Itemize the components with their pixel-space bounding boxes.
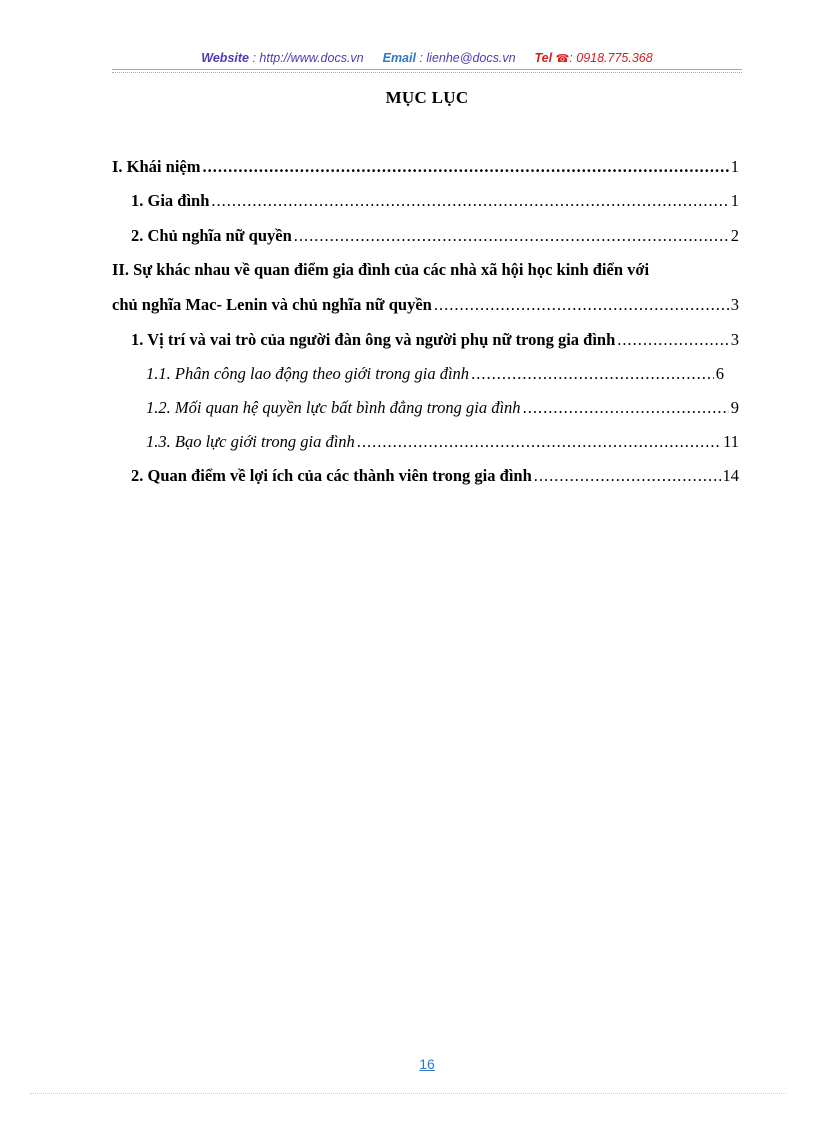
toc-entry-text: 1. Vị trí và vai trò của người đàn ông và người phụ nữ trong gia đình bbox=[131, 330, 616, 349]
toc-page-number: 1 bbox=[730, 157, 739, 176]
footer-divider bbox=[30, 1093, 786, 1094]
page-number-link[interactable]: 16 bbox=[419, 1056, 435, 1072]
toc-entry[interactable] bbox=[131, 466, 739, 488]
page-title: MỤC LỤC bbox=[385, 88, 469, 107]
header-divider-dotted bbox=[112, 72, 742, 73]
toc-leader bbox=[534, 466, 721, 486]
toc-entry[interactable] bbox=[131, 226, 739, 248]
toc-leader bbox=[357, 432, 721, 452]
tel-label: Tel bbox=[534, 51, 553, 65]
page-number[interactable] bbox=[112, 1056, 742, 1072]
toc-leader bbox=[471, 364, 714, 384]
toc-page-number: 9 bbox=[730, 398, 739, 417]
toc-entry-text: 1.1. Phân công lao động theo giới trong gia đình bbox=[146, 364, 470, 383]
toc-entry[interactable] bbox=[112, 157, 739, 179]
toc-entry[interactable] bbox=[112, 295, 739, 317]
toc-leader bbox=[202, 157, 728, 177]
toc-entry-text: 1.2. Mối quan hệ quyền lực bất bình đẳng trong gia đình bbox=[146, 398, 521, 417]
toc-entry-text: 1.3. Bạo lực giới trong gia đình bbox=[146, 432, 355, 451]
toc-entry-text: 1. Gia đình bbox=[131, 191, 210, 210]
toc-entry[interactable] bbox=[131, 191, 739, 213]
toc-page-number: 2 bbox=[730, 226, 739, 245]
toc-leader bbox=[211, 191, 728, 211]
phone-icon: ☎ bbox=[555, 53, 570, 65]
toc-entry-heading[interactable]: II. Sự khác nhau về quan điểm gia đình của các nhà xã hội học kinh điển với bbox=[112, 260, 650, 279]
toc-page-number: 3 bbox=[730, 295, 739, 314]
header-divider bbox=[112, 69, 742, 70]
toc-leader bbox=[617, 330, 728, 350]
toc-entry[interactable] bbox=[146, 398, 739, 420]
toc-entry-text: chủ nghĩa Mac- Lenin và chủ nghĩa nữ quyền bbox=[112, 295, 432, 314]
tel-value: : 0918.775.368 bbox=[569, 51, 653, 65]
toc-leader bbox=[523, 398, 729, 418]
toc-page-number: 11 bbox=[723, 432, 739, 451]
toc-page-number: 6 bbox=[715, 364, 724, 383]
website-link[interactable]: : http://www.docs.vn bbox=[252, 51, 364, 65]
toc-entry-text: I. Khái niệm bbox=[112, 157, 201, 176]
email-link[interactable]: : lienhe@docs.vn bbox=[419, 51, 516, 65]
toc-entry[interactable] bbox=[146, 364, 724, 386]
toc-entry[interactable] bbox=[146, 432, 739, 454]
toc-entry[interactable] bbox=[131, 330, 739, 352]
toc-page-number: 3 bbox=[730, 330, 739, 349]
toc-page-number: 1 bbox=[730, 191, 739, 210]
toc-leader bbox=[434, 295, 729, 315]
page-header bbox=[112, 51, 742, 65]
email-label: Email bbox=[382, 51, 416, 65]
toc-leader bbox=[294, 226, 729, 246]
toc-page-number: 14 bbox=[722, 466, 739, 485]
toc-entry-text: 2. Quan điểm về lợi ích của các thành viên trong gia đình bbox=[131, 466, 532, 485]
toc-entry-text: 2. Chủ nghĩa nữ quyền bbox=[131, 226, 292, 245]
website-label: Website bbox=[201, 51, 249, 65]
